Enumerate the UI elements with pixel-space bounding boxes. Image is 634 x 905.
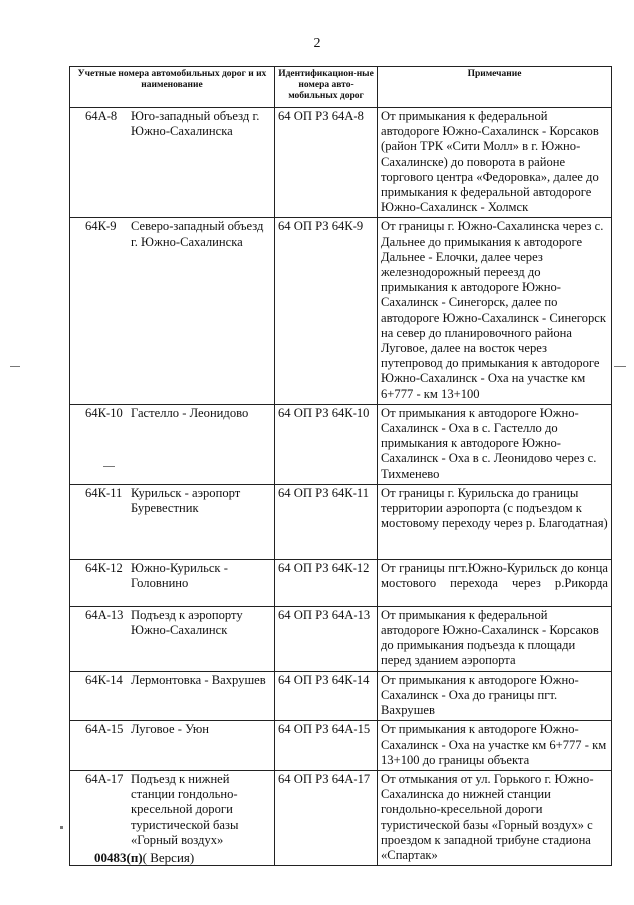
road-id: 64 ОП РЗ 64К-14 — [275, 671, 378, 721]
scan-mark — [10, 366, 20, 367]
table-row — [70, 671, 612, 721]
road-code: 64К-9 — [85, 219, 117, 234]
road-code: 64А-15 — [85, 722, 124, 737]
road-cell — [70, 606, 275, 671]
road-name: Гастелло - Леонидово — [131, 405, 249, 420]
road-cell — [70, 218, 275, 404]
footer — [94, 850, 194, 866]
road-id: 64 ОП РЗ 64А-8 — [275, 108, 378, 218]
road-cell — [70, 559, 275, 606]
table-row — [70, 218, 612, 404]
road-note: От примыкания к автодороге Южно-Сахалинск - Оха до границы пгт. Вахрушев — [378, 671, 612, 721]
table-row — [70, 108, 612, 218]
roads-table-body — [70, 108, 612, 866]
road-code: 64А-17 — [85, 771, 124, 786]
road-code: 64К-10 — [85, 405, 123, 420]
road-cell — [70, 404, 275, 484]
road-note: От границы г. Курильска до границы территории аэропорта (с подъездом к мостовому переходу через р. Благодатная) — [378, 484, 612, 559]
table-row — [70, 404, 612, 484]
road-cell — [70, 671, 275, 721]
road-name: Лермонтовка - Вахрушев — [131, 672, 266, 687]
document-code: 00483(п) — [94, 850, 143, 865]
table-row — [70, 559, 612, 606]
road-code: 64К-11 — [85, 485, 123, 500]
header-note: Примечание — [378, 67, 612, 108]
road-cell — [70, 721, 275, 771]
road-name: Луговое - Уюн — [131, 722, 210, 737]
road-id: 64 ОП РЗ 64К-9 — [275, 218, 378, 404]
road-note: От примыкания к автодороге Южно-Сахалинск - Оха на участке км 6+777 - км 13+100 до границы объекта — [378, 721, 612, 771]
road-cell — [70, 484, 275, 559]
scan-mark — [103, 466, 115, 467]
road-id: 64 ОП РЗ 64К-10 — [275, 404, 378, 484]
road-note: От границы г. Южно-Сахалинска через с. Дальнее до примыкания к автодороге Дальнее - Елочки, далее через железнодорожный переезд до примыкания к автодороге Южно-Сахалинск - Синегорск, далее по автодороге Южно-Сахалинск - Синегорск на север до планировочного района Луговое, далее на восток через путепровод до примыкания к автодороге Южно-Сахалинск - Оха на участке км 6+777 - км 13+100 — [378, 218, 612, 404]
road-name: Курильск - аэропорт Буревестник — [131, 485, 241, 516]
table-row — [70, 484, 612, 559]
road-note: От отмыкания от ул. Горького г. Южно-Сахалинска до нижней станции гондольно-кресельной дороги туристической базы «Горный воздух» с проездом к западной трибуне стадиона «Спартак» — [378, 770, 612, 865]
scan-mark — [60, 826, 63, 829]
road-id: 64 ОП РЗ 64К-11 — [275, 484, 378, 559]
table-header-row — [70, 67, 612, 108]
road-cell — [70, 108, 275, 218]
road-name: Северо-западный объезд г. Южно-Сахалинска — [131, 219, 264, 249]
header-road-names: Учетные номера автомобильных дорог и их наименование — [70, 67, 275, 108]
road-id: 64 ОП РЗ 64А-17 — [275, 770, 378, 865]
road-name: Юго-западный объезд г. Южно-Сахалинска — [131, 109, 260, 139]
scan-mark — [614, 366, 626, 367]
road-name: Подъезд к аэропорту Южно-Сахалинск — [131, 607, 243, 638]
road-code: 64А-13 — [85, 607, 124, 622]
road-code: 64К-12 — [85, 560, 123, 575]
page-number: 2 — [313, 36, 321, 51]
document-version: ( Версия) — [142, 850, 195, 865]
header-id-numbers: Идентификацион-ные номера авто-мобильных дорог — [275, 67, 378, 108]
road-note: От примыкания к федеральной автодороге Южно-Сахалинск - Корсаков до примыкания подъезда к площади перед зданием аэропорта — [378, 606, 612, 671]
table-row — [70, 606, 612, 671]
roads-table — [69, 66, 612, 866]
road-code: 64К-14 — [85, 672, 123, 687]
road-id: 64 ОП РЗ 64А-13 — [275, 606, 378, 671]
road-note: От примыкания к автодороге Южно-Сахалинск - Оха в с. Гастелло до примыкания к автодороге Южно-Сахалинск - Оха в с. Леонидово через с. Тихменево — [378, 404, 612, 484]
table-row — [70, 721, 612, 771]
road-id: 64 ОП РЗ 64А-15 — [275, 721, 378, 771]
road-name: Южно-Курильск - Головнино — [131, 560, 228, 591]
road-note: От примыкания к федеральной автодороге Южно-Сахалинск - Корсаков (район ТРК «Сити Молл» в г. Южно-Сахалинске) до поворота в районе торгового центра «Федоровка», далее до примыкания к федеральной автодороге Южно-Сахалинск - Холмск — [378, 108, 612, 218]
road-code: 64А-8 — [85, 109, 118, 123]
road-id: 64 ОП РЗ 64К-12 — [275, 559, 378, 606]
road-name: Подъезд к нижней станции гондольно-кресельной дороги туристической базы «Горный воздух» — [131, 771, 239, 847]
road-note: От границы пгт.Южно-Курильск до конца мостового перехода через р.Рикорда — [378, 559, 612, 606]
